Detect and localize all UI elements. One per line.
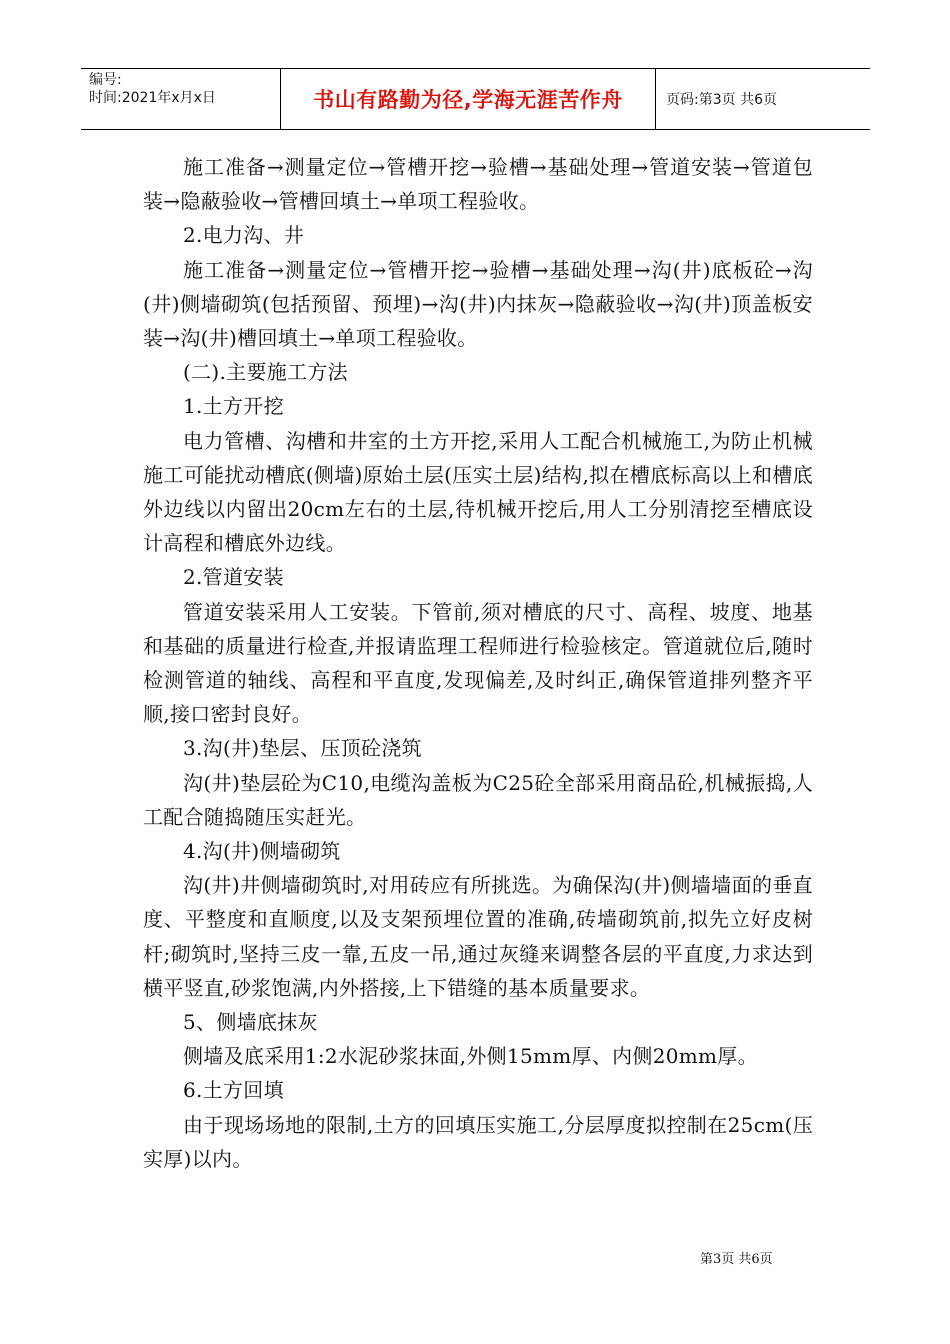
paragraph: 管道安装采用人工安装。下管前,须对槽底的尺寸、高程、坡度、地基和基础的质量进行检查,并报请监理工程师进行检验核定。管道就位后,随时检测管道的轴线、高程和平直度,发现偏差,及时纠正,确保管道排列整齐平顺,接口密封良好。 — [143, 599, 813, 727]
section-heading: 1.土方开挖 — [183, 394, 284, 419]
paragraph: 沟(井)垫层砼为C10,电缆沟盖板为C25砼全部采用商品砼,机械振捣,人工配合随捣随压实赶光。 — [143, 770, 813, 829]
header-page-info: 页码:第3页 共6页 — [666, 92, 777, 108]
paragraph: 沟(井)井侧墙砌筑时,对用砖应有所挑选。为确保沟(井)侧墙墙面的垂直度、平整度和直顺度,以及支架预埋位置的准确,砖墙砌筑前,拟先立好皮树杆;砌筑时,坚持三皮一靠,五皮一吊,通过灰缝来调整各层的平直度,力求达到横平竖直,砂浆饱满,内外搭接,上下错缝的基本质量要求。 — [143, 873, 813, 1000]
section-heading: 2.管道安装 — [183, 565, 284, 590]
section-heading: 6.土方回填 — [183, 1078, 284, 1103]
paragraph: 施工准备→测量定位→管槽开挖→验槽→基础处理→管道安装→管道包装→隐蔽验收→管槽回填土→单项工程验收。 — [143, 155, 813, 214]
section-heading: 2.电力沟、井 — [183, 223, 305, 248]
page-header — [81, 68, 870, 130]
section-heading: 5、侧墙底抹灰 — [183, 1010, 318, 1035]
section-heading: 4.沟(井)侧墙砌筑 — [183, 839, 341, 864]
section-heading: (二).主要施工方法 — [183, 360, 348, 385]
document-date: 时间:2021年x月x日 — [89, 90, 216, 106]
document-body — [143, 150, 813, 1176]
header-meta — [81, 69, 281, 129]
paragraph: 由于现场场地的限制,土方的回填压实施工,分层厚度拟控制在25cm(压实厚)以内。 — [143, 1112, 813, 1171]
paragraph: 电力管槽、沟槽和井室的土方开挖,采用人工配合机械施工,为防止机械施工可能扰动槽底(侧墙)原始土层(压实土层)结构,拟在槽底标高以上和槽底外边线以内留出20cm左右的土层,待机械开挖后,用人工分别清挖至槽底设计高程和槽底外边线。 — [143, 428, 813, 556]
page-footer: 第3页 共6页 — [700, 1252, 773, 1267]
paragraph: 施工准备→测量定位→管槽开挖→验槽→基础处理→沟(井)底板砼→沟(井)侧墙砌筑(包括预留、预埋)→沟(井)内抹灰→隐蔽验收→沟(井)顶盖板安装→沟(井)槽回填土→单项工程验收。 — [143, 257, 813, 351]
document-number: 编号: — [89, 72, 122, 88]
header-motto: 书山有路勤为径,学海无涯苦作舟 — [281, 69, 656, 129]
section-heading: 3.沟(井)垫层、压顶砼浇筑 — [183, 736, 422, 761]
paragraph: 侧墙及底采用1:2水泥砂浆抹面,外侧15mm厚、内侧20mm厚。 — [183, 1044, 758, 1069]
